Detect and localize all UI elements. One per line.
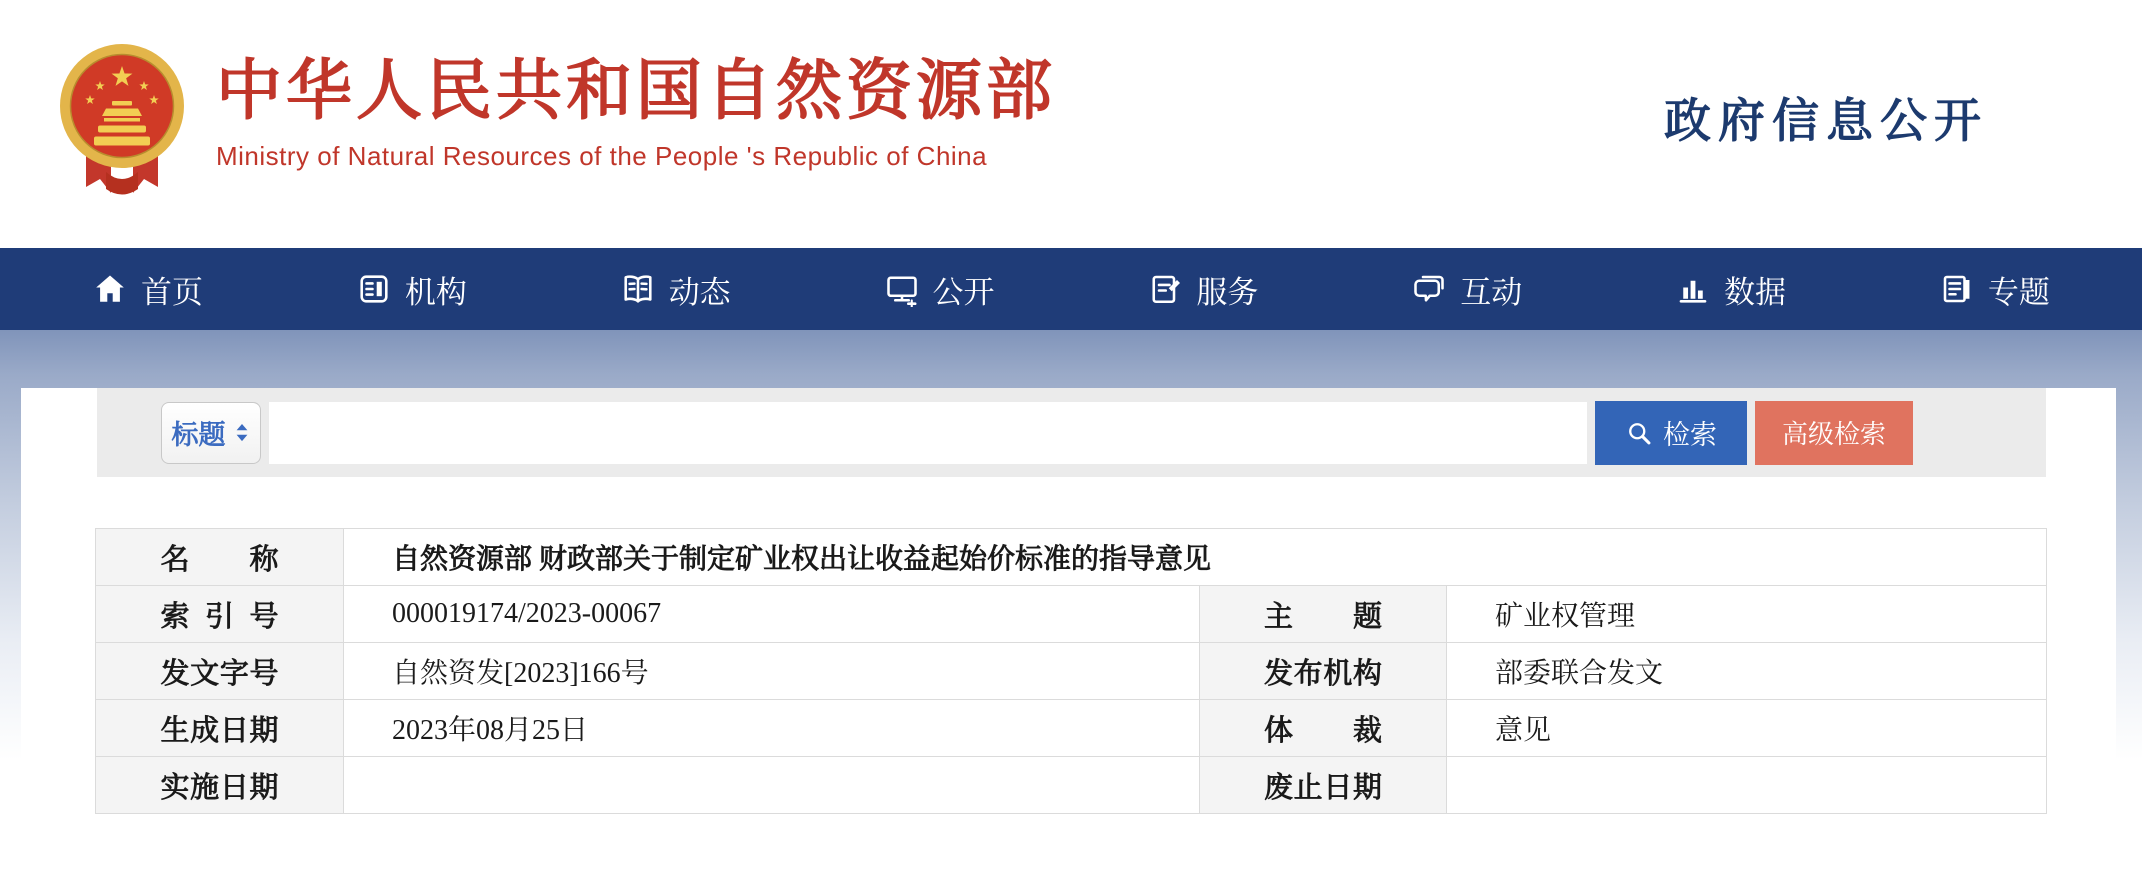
search-field-dropdown-value: 标题 <box>171 420 226 450</box>
home-icon <box>92 271 128 307</box>
search-bar <box>97 388 2046 477</box>
field-value-effective-date <box>344 757 1200 814</box>
field-value-genre: 意见 <box>1447 700 2047 757</box>
sort-arrows-icon <box>233 421 251 445</box>
field-value-subject: 矿业权管理 <box>1447 586 2047 643</box>
nav-item-label: 互动 <box>1460 274 1523 310</box>
field-label-subject: 主题 <box>1200 586 1447 643</box>
field-label-index-number: 索引号 <box>96 586 344 643</box>
field-value-abolition-date <box>1447 757 2047 814</box>
nav-item-organization[interactable] <box>356 267 467 312</box>
field-label-created-date: 生成日期 <box>96 700 344 757</box>
main-nav <box>0 248 2142 330</box>
news-icon <box>620 271 656 307</box>
advanced-search-button[interactable]: 高级检索 <box>1755 401 1913 465</box>
field-label-issuing-agency: 发布机构 <box>1200 643 1447 700</box>
nav-item-label: 专题 <box>1987 274 2050 310</box>
field-value-created-date: 2023年08月25日 <box>344 700 1200 757</box>
table-row-index <box>96 586 2047 643</box>
content-background <box>0 330 2142 896</box>
field-label-doc-number: 发文字号 <box>96 643 344 700</box>
site-title-cn: 中华人民共和国自然资源部 <box>216 53 1056 127</box>
field-value-doc-number: 自然资发[2023]166号 <box>344 643 1200 700</box>
nav-item-home[interactable] <box>92 267 203 312</box>
nav-item-service[interactable] <box>1147 267 1258 312</box>
field-value-name: 自然资源部 财政部关于制定矿业权出让收益起始价标准的指导意见 <box>344 529 2047 586</box>
field-label-name: 名称 <box>96 529 344 586</box>
nav-item-label: 数据 <box>1724 274 1787 310</box>
nav-item-interaction[interactable] <box>1411 267 1522 312</box>
field-value-issuing-agency: 部委联合发文 <box>1447 643 2047 700</box>
search-button[interactable] <box>1595 401 1747 465</box>
table-row-name <box>96 529 2047 586</box>
disclosure-icon <box>884 271 920 307</box>
page-section-title: 政府信息公开 <box>1664 96 1988 148</box>
field-label-effective-date: 实施日期 <box>96 757 344 814</box>
field-label-genre: 体裁 <box>1200 700 1447 757</box>
national-emblem-icon <box>56 40 188 200</box>
nav-item-label: 动态 <box>668 274 731 310</box>
field-label-abolition-date: 废止日期 <box>1200 757 1447 814</box>
search-input[interactable] <box>269 402 1587 464</box>
nav-item-disclosure[interactable] <box>884 267 995 312</box>
site-logo-link[interactable] <box>56 40 1056 200</box>
nav-item-label: 公开 <box>932 274 995 310</box>
organization-icon <box>356 271 392 307</box>
table-row-effective-date <box>96 757 2047 814</box>
search-field-dropdown[interactable] <box>161 402 261 464</box>
table-row-created-date <box>96 700 2047 757</box>
search-icon <box>1625 419 1653 447</box>
service-icon <box>1147 271 1183 307</box>
nav-item-label: 服务 <box>1196 274 1259 310</box>
document-info-table <box>95 528 2047 814</box>
nav-item-label: 首页 <box>141 274 203 310</box>
interaction-icon <box>1411 271 1447 307</box>
site-title-en: Ministry of Natural Resources of the People 's Republic of China <box>216 140 988 171</box>
table-row-doc-number <box>96 643 2047 700</box>
nav-item-news[interactable] <box>620 267 731 312</box>
data-icon <box>1675 271 1711 307</box>
field-value-index-number: 000019174/2023-00067 <box>344 586 1200 643</box>
nav-item-label: 机构 <box>404 274 467 310</box>
nav-item-data[interactable] <box>1675 267 1786 312</box>
topics-icon <box>1939 271 1975 307</box>
nav-item-topics[interactable] <box>1939 267 2050 312</box>
site-header <box>0 0 2142 248</box>
content-panel <box>21 388 2116 896</box>
search-button-label: 检索 <box>1663 420 1717 450</box>
